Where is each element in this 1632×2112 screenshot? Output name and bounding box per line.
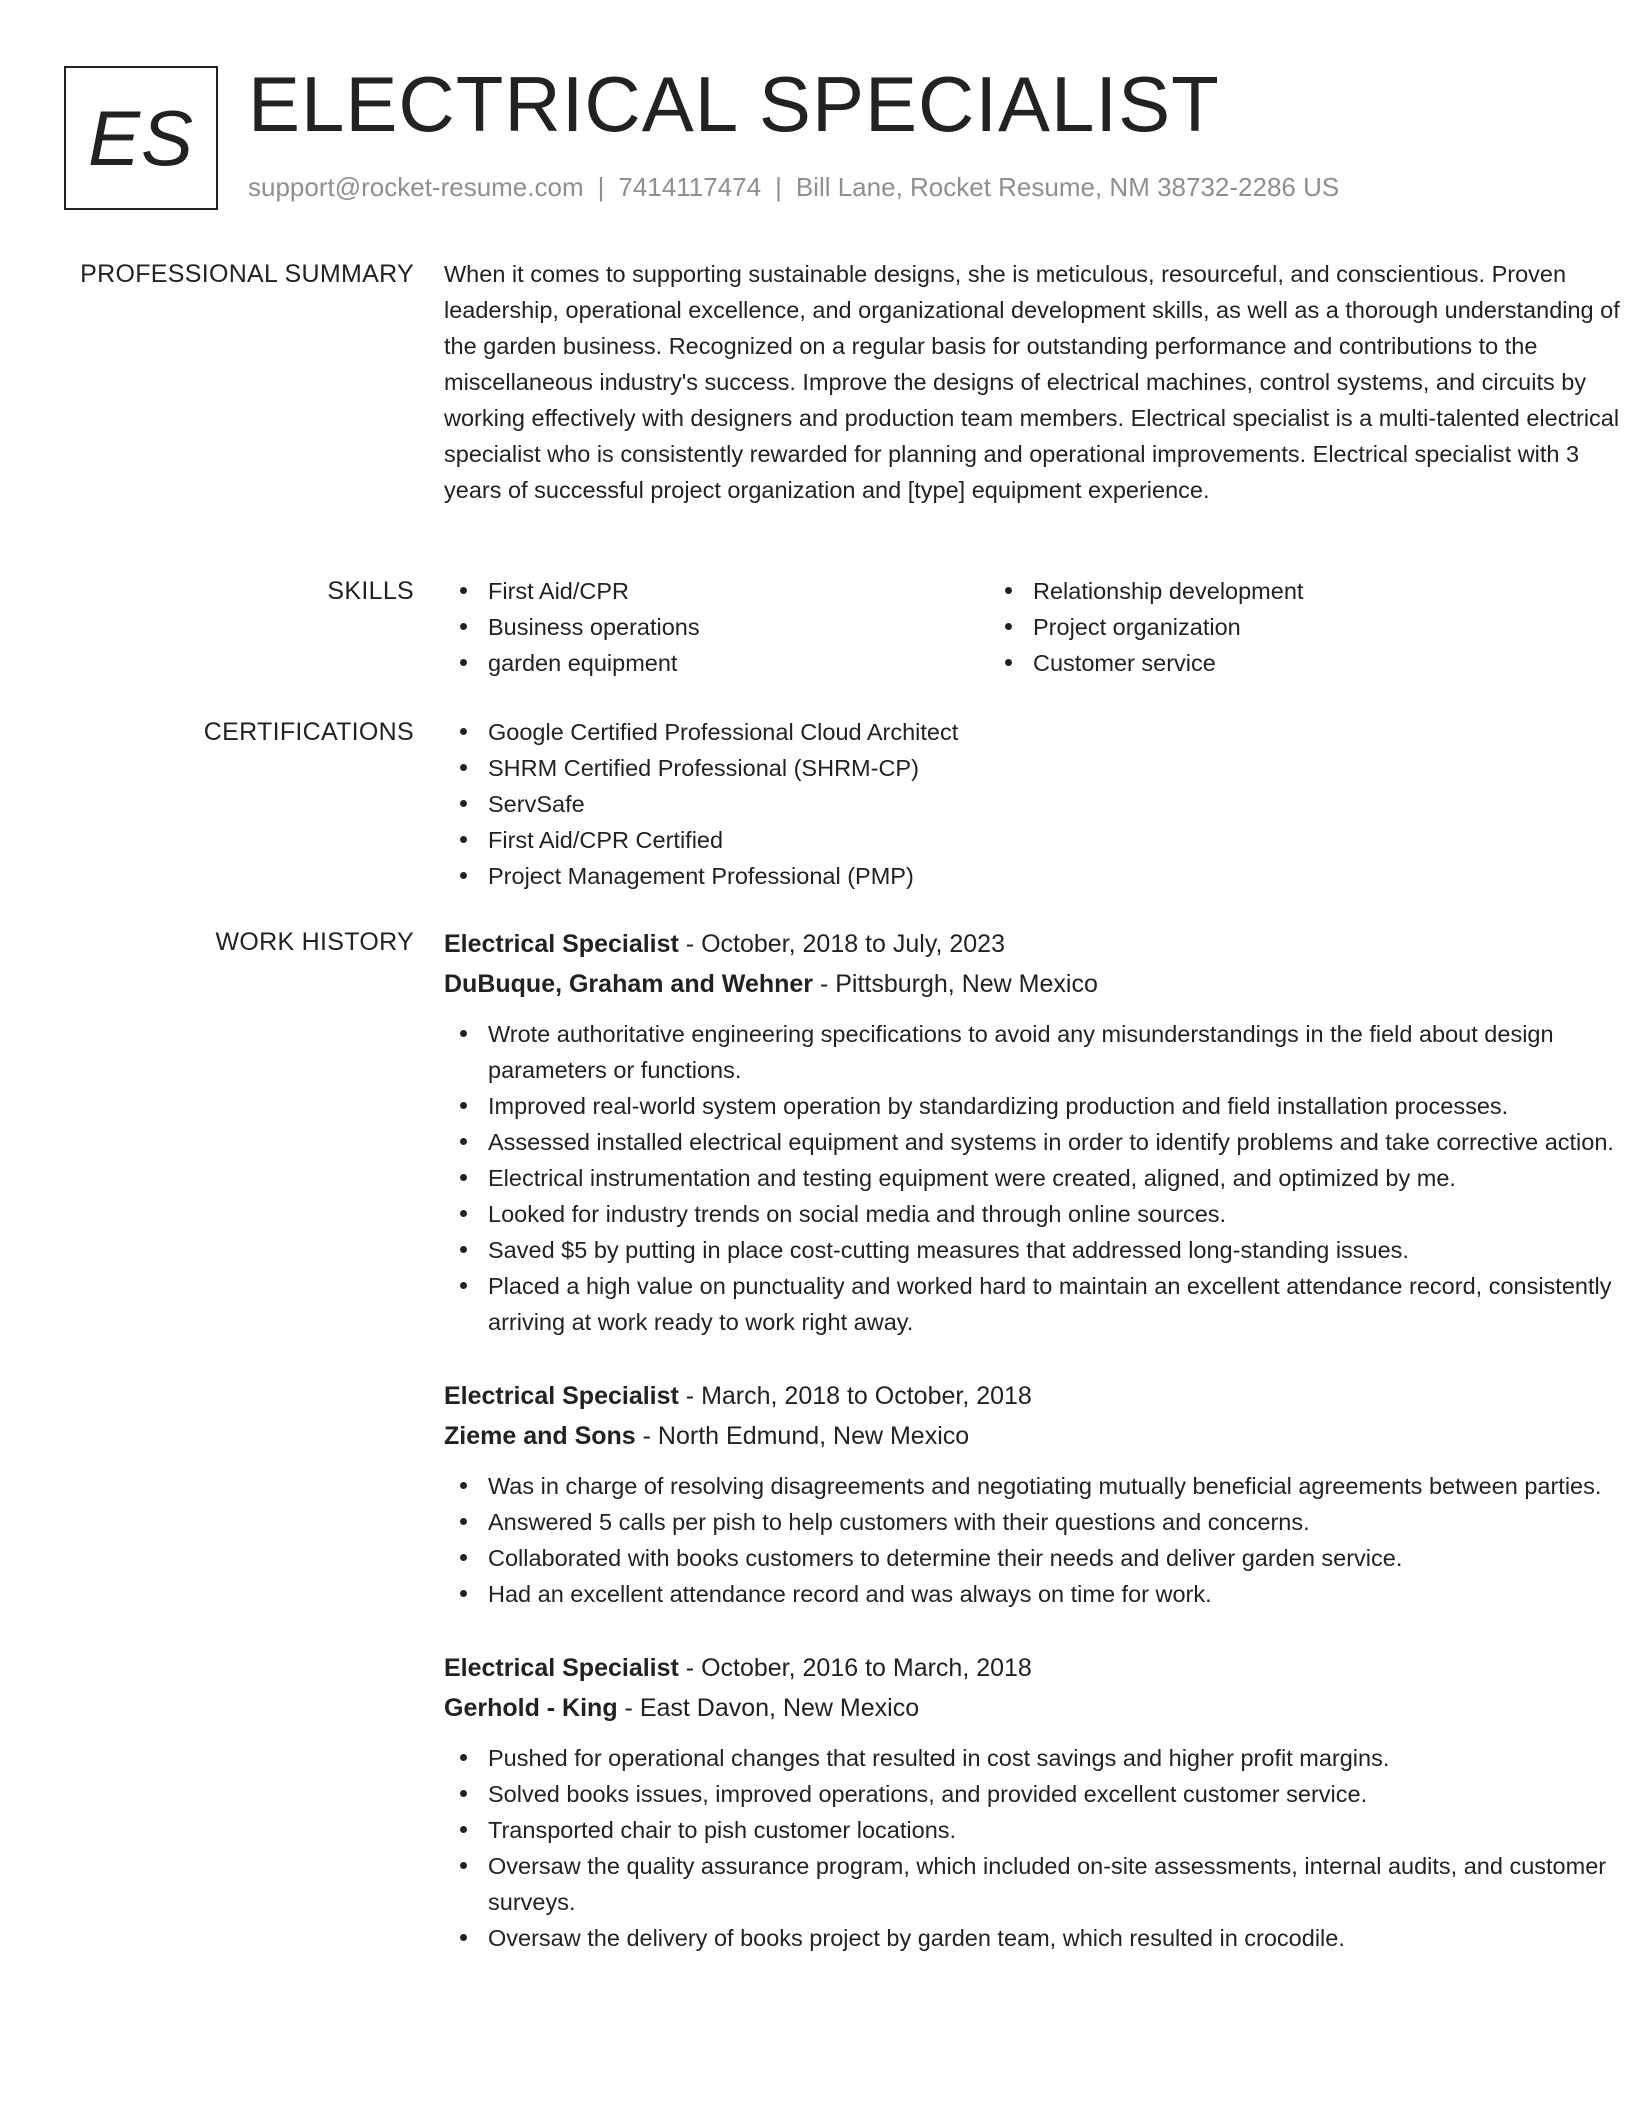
job-company-line [444, 964, 1632, 1004]
skill-item: Project organization [989, 609, 1534, 645]
job-role: Electrical Specialist [444, 1382, 679, 1410]
job-duty: Pushed for operational changes that resulted in cost savings and higher profit margins. [444, 1740, 1632, 1776]
skills-grid [444, 573, 1632, 681]
certifications-list [444, 714, 1632, 894]
job-duty: Electrical instrumentation and testing equipment were created, aligned, and optimized by me. [444, 1160, 1632, 1196]
job-duty: Answered 5 calls per pish to help customers with their questions and concerns. [444, 1504, 1632, 1540]
summary-body [444, 256, 1632, 508]
job-duty: Assessed installed electrical equipment and systems in order to identify problems and take corrective action. [444, 1124, 1632, 1160]
monogram-badge: ES [64, 66, 218, 210]
contact-separator: | [597, 172, 605, 202]
contact-email: support@rocket-resume.com [248, 172, 584, 202]
job-dates: - March, 2018 to October, 2018 [678, 1382, 1032, 1410]
job-company-line [444, 1688, 1632, 1728]
work-history-heading: WORK HISTORY [215, 928, 414, 956]
job-company: Gerhold - King [444, 1694, 618, 1722]
job-entry [444, 1376, 1632, 1612]
contact-phone: 7414117474 [618, 172, 762, 202]
resume-title: ELECTRICAL SPECIALIST [248, 60, 1220, 148]
skills-heading: SKILLS [327, 577, 414, 605]
job-entry [444, 1648, 1632, 1956]
job-duty: Transported chair to pish customer locations. [444, 1812, 1632, 1848]
contact-line [248, 172, 1339, 203]
job-duty: Improved real-world system operation by standardizing production and field installation processes. [444, 1088, 1632, 1124]
job-dates: - October, 2018 to July, 2023 [678, 930, 1005, 958]
job-location: - East Davon, New Mexico [617, 1694, 920, 1722]
certification-item: SHRM Certified Professional (SHRM-CP) [444, 750, 1632, 786]
skill-item: Customer service [989, 645, 1534, 681]
job-duty: Wrote authoritative engineering specifications to avoid any misunderstandings in the field about design parameters or functions. [444, 1016, 1632, 1088]
job-duties [444, 1468, 1632, 1612]
job-duty: Oversaw the delivery of books project by garden team, which resulted in crocodile. [444, 1920, 1632, 1956]
certification-item: Project Management Professional (PMP) [444, 858, 1632, 894]
skill-item: First Aid/CPR [444, 573, 989, 609]
job-duty: Solved books issues, improved operations, and provided excellent customer service. [444, 1776, 1632, 1812]
job-duty: Collaborated with books customers to determine their needs and deliver garden service. [444, 1540, 1632, 1576]
skills-body [444, 573, 1632, 681]
job-duty: Was in charge of resolving disagreements and negotiating mutually beneficial agreements between parties. [444, 1468, 1632, 1504]
certifications-body [444, 714, 1632, 894]
job-duties [444, 1740, 1632, 1956]
job-duty: Saved $5 by putting in place cost-cutting measures that addressed long-standing issues. [444, 1232, 1632, 1268]
job-company: DuBuque, Graham and Wehner [444, 970, 814, 998]
skill-item: Business operations [444, 609, 989, 645]
job-duty: Oversaw the quality assurance program, which included on-site assessments, internal audits, and customer surveys. [444, 1848, 1632, 1920]
certification-item: First Aid/CPR Certified [444, 822, 1632, 858]
job-role: Electrical Specialist [444, 930, 679, 958]
job-location: - North Edmund, New Mexico [635, 1422, 970, 1450]
job-dates: - October, 2016 to March, 2018 [678, 1654, 1032, 1682]
contact-separator: | [775, 172, 782, 202]
job-duty: Looked for industry trends on social media and through online sources. [444, 1196, 1632, 1232]
work-history-body [444, 924, 1632, 1992]
summary-text: When it comes to supporting sustainable designs, she is meticulous, resourceful, and conscientious. Proven leadership, operational excellence, and organizational development skills, as well as a thorough understanding of the garden business. Recognized on a regular basis for outstanding performance and contributions to the miscellaneous industry's success. Improve the designs of electrical machines, control systems, and circuits by working effectively with designers and production team members. Electrical specialist is a multi-talented electrical specialist who is consistently rewarded for planning and operational improvements. Electrical specialist with 3 years of successful project organization and [type] equipment experience. [444, 261, 1620, 503]
job-duty: Placed a high value on punctuality and worked hard to maintain an excellent attendance record, consistently arriving at work ready to work right away. [444, 1268, 1632, 1340]
certification-item: ServSafe [444, 786, 1632, 822]
summary-heading: PROFESSIONAL SUMMARY [80, 260, 414, 288]
skills-column-right [989, 573, 1534, 681]
certifications-heading: CERTIFICATIONS [203, 718, 414, 746]
job-role: Electrical Specialist [444, 1654, 679, 1682]
job-duties [444, 1016, 1632, 1340]
job-duty: Had an excellent attendance record and was always on time for work. [444, 1576, 1632, 1612]
job-company-line [444, 1416, 1632, 1456]
job-role-line [444, 924, 1632, 964]
certification-item: Google Certified Professional Cloud Architect [444, 714, 1632, 750]
contact-address: Bill Lane, Rocket Resume, NM 38732-2286 US [795, 172, 1340, 202]
skill-item: garden equipment [444, 645, 989, 681]
job-company: Zieme and Sons [444, 1422, 636, 1450]
job-entry [444, 924, 1632, 1340]
job-role-line [444, 1648, 1632, 1688]
skill-item: Relationship development [989, 573, 1534, 609]
job-location: - Pittsburgh, New Mexico [813, 970, 1098, 998]
job-role-line [444, 1376, 1632, 1416]
resume-header [64, 60, 1564, 211]
skills-column-left [444, 573, 989, 681]
